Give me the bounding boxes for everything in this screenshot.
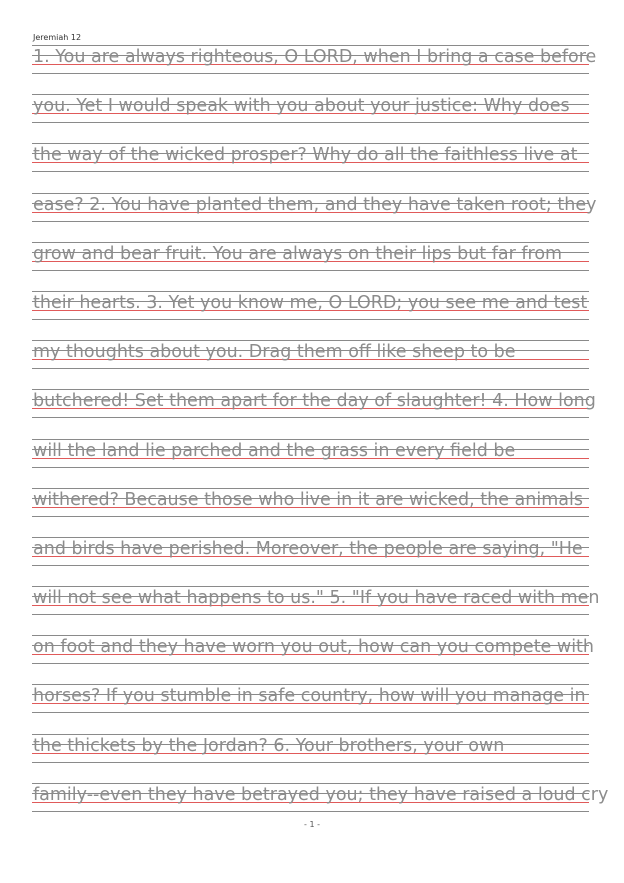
bottom-guide-line	[32, 270, 589, 271]
page-title: Jeremiah 12	[33, 33, 82, 42]
practice-line	[32, 684, 589, 733]
practice-line	[32, 45, 597, 94]
bottom-guide-line	[32, 221, 589, 222]
practice-line	[32, 537, 589, 586]
tracing-text: their hearts. 3. Yet you know me, O LORD; you see me and test	[33, 292, 588, 313]
tracing-text: horses? If you stumble in safe country, how will you manage in	[33, 686, 586, 707]
practice-line	[32, 193, 597, 242]
bottom-guide-line	[32, 712, 589, 713]
practice-line	[32, 94, 589, 143]
practice-line	[32, 143, 589, 192]
practice-line	[32, 439, 589, 488]
practice-line	[32, 242, 589, 291]
practice-line	[32, 340, 589, 389]
tracing-text: will not see what happens to us." 5. "If you have raced with men	[33, 588, 600, 609]
practice-line	[32, 734, 589, 783]
bottom-guide-line	[32, 565, 589, 566]
practice-line	[32, 488, 589, 537]
bottom-guide-line	[32, 73, 589, 74]
bottom-guide-line	[32, 762, 589, 763]
bottom-guide-line	[32, 467, 589, 468]
tracing-text: withered? Because those who live in it are wicked, the animals	[33, 489, 583, 510]
tracing-text: 1. You are always righteous, O LORD, when I bring a case before	[33, 47, 597, 67]
tracing-text: grow and bear fruit. You are always on their lips but far from	[33, 243, 563, 264]
page-number: - 1 -	[304, 820, 320, 829]
tracing-text: the way of the wicked prosper? Why do all the faithless live at	[33, 145, 578, 166]
tracing-text: ease? 2. You have planted them, and they have taken root; they	[33, 194, 597, 215]
bottom-guide-line	[32, 516, 589, 517]
tracing-text: will the land lie parched and the grass in every field be	[33, 440, 516, 461]
tracing-text: family--even they have betrayed you; they have raised a loud cry	[33, 784, 609, 805]
tracing-text: on foot and they have worn you out, how can you compete with	[33, 637, 595, 658]
bottom-guide-line	[32, 614, 589, 615]
bottom-guide-line	[32, 811, 589, 812]
tracing-text: and birds have perished. Moreover, the people are saying, "He	[33, 538, 583, 559]
practice-line	[32, 291, 589, 340]
bottom-guide-line	[32, 663, 589, 664]
tracing-text: the thickets by the Jordan? 6. Your brothers, your own	[33, 735, 505, 756]
tracing-text: you. Yet I would speak with you about your justice: Why does	[33, 96, 570, 117]
bottom-guide-line	[32, 122, 589, 123]
tracing-text: my thoughts about you. Drag them off like sheep to be	[33, 342, 516, 363]
bottom-guide-line	[32, 171, 589, 172]
practice-line	[32, 389, 596, 438]
bottom-guide-line	[32, 417, 589, 418]
handwriting-practice-sheet	[32, 45, 609, 832]
tracing-text: butchered! Set them apart for the day of slaughter! 4. How long	[33, 391, 596, 412]
bottom-guide-line	[32, 319, 589, 320]
practice-line	[32, 586, 600, 635]
bottom-guide-line	[32, 368, 589, 369]
practice-line	[32, 635, 595, 684]
